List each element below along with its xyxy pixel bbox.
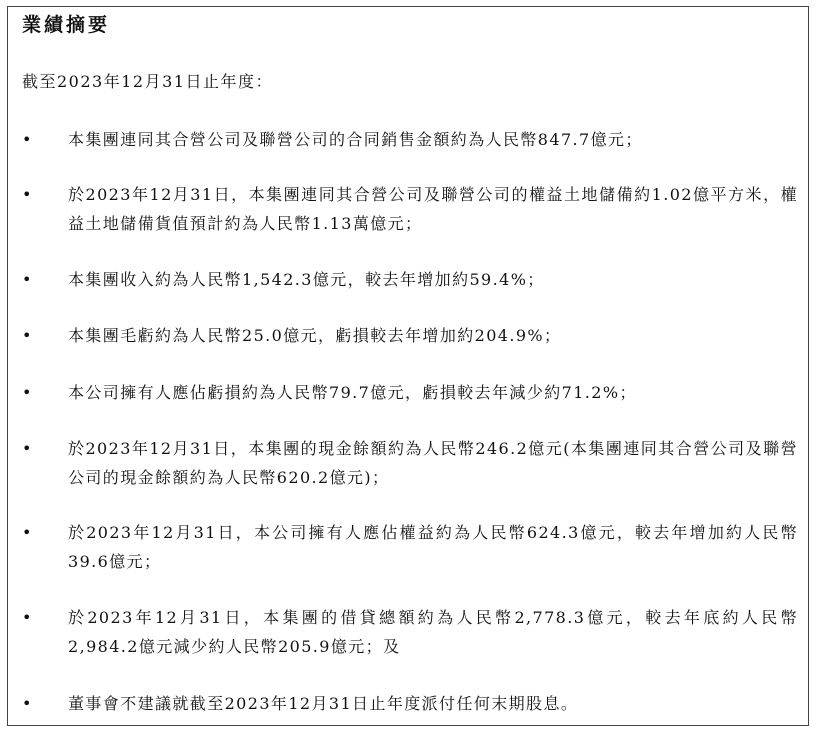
- intro-text: 截至2023年12月31日止年度：: [22, 72, 273, 91]
- bullet-icon: •: [22, 185, 32, 204]
- item-text: 董事會不建議就截至2023年12月31日止年度派付任何末期股息。: [68, 694, 579, 713]
- item-text: 於2023年12月31日，本集團的借貸總額約為人民幣2,778.3億元，較去年底約人民幣2,984.2億元減少約人民幣205.9億元；及: [68, 608, 798, 656]
- bullet-icon: •: [22, 608, 32, 627]
- item-text: 於2023年12月31日，本公司擁有人應佔權益約為人民幣624.3億元，較去年增加約人民幣39.6億元；: [68, 523, 798, 571]
- bullet-icon: •: [22, 383, 32, 402]
- item-text: 本集團連同其合營公司及聯營公司的合同銷售金額約為人民幣847.7億元；: [68, 130, 643, 149]
- bullet-icon: •: [22, 694, 32, 713]
- item-text: 於2023年12月31日，本集團的現金餘額約為人民幣246.2億元(本集團連同其合營公司及聯營公司的現金餘額約為人民幣620.2億元)；: [68, 439, 798, 487]
- bullet-icon: •: [22, 130, 32, 149]
- bullet-icon: •: [22, 523, 32, 542]
- bullet-icon: •: [22, 270, 32, 289]
- item-text: 本集團毛虧約為人民幣25.0億元，虧損較去年增加約204.9%；: [68, 326, 562, 345]
- item-text: 本公司擁有人應佔虧損約為人民幣79.7億元，虧損較去年減少約71.2%；: [68, 383, 637, 402]
- bullet-icon: •: [22, 439, 32, 458]
- section-heading: 業績摘要: [22, 14, 111, 36]
- item-text: 於2023年12月31日，本集團連同其合營公司及聯營公司的權益土地儲備約1.02億平方米，權益土地儲備貨值預計約為人民幣1.13萬億元；: [68, 185, 798, 233]
- item-text: 本集團收入約為人民幣1,542.3億元，較去年增加約59.4%；: [68, 270, 545, 289]
- bullet-icon: •: [22, 326, 32, 345]
